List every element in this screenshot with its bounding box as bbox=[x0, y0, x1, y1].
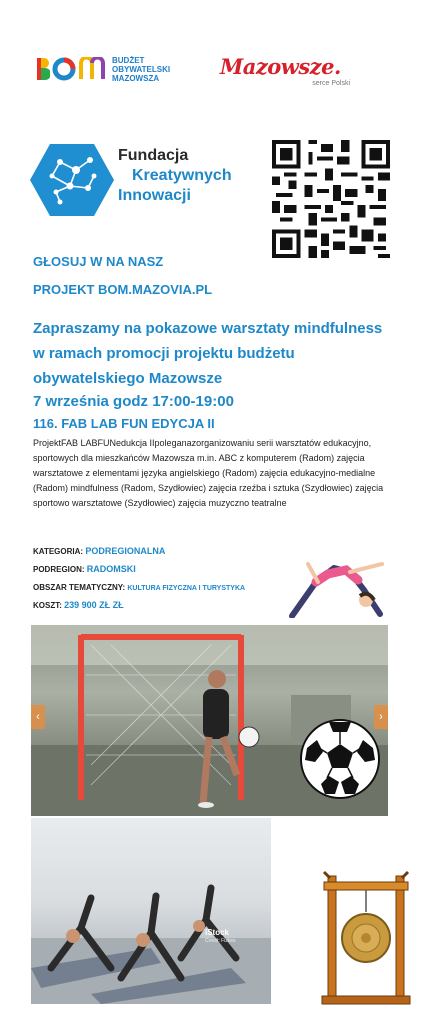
yoga-pose-illustration bbox=[288, 560, 386, 618]
soccer-ball-icon bbox=[299, 718, 381, 800]
cost-label: KOSZT: bbox=[33, 601, 62, 610]
area-row bbox=[33, 583, 245, 592]
project-title: 116. FAB LAB FUN EDYCJA II bbox=[33, 416, 215, 431]
headline bbox=[33, 316, 413, 391]
istock-credit: Credit: Fizkes bbox=[205, 938, 236, 944]
gong-icon bbox=[320, 868, 412, 1008]
project-description: ProjektFAB LABFUNedukcja IIpoleganazorganizowaniu serii warsztatów edukacyjno, sportowych dla mieszkańców Mazowsza m.in. ABC z komputerem (Radom) zajęcia warsztatowe z elementami języka angielskiego (Radom) zajęcia edukacyjno-medialne (Radom) mindfulness (Radom, Szydłowiec) zajęcia rzeźba i sztuka (Szydłowiec) zajęcia sportowo warsztatowe (Szydłowiec) zajęcia muzyczno teatralne bbox=[33, 438, 384, 508]
cost-row bbox=[33, 600, 124, 610]
category-value: PODREGIONALNA bbox=[85, 546, 166, 556]
category-row bbox=[33, 546, 165, 556]
yoga-class-scene bbox=[31, 818, 271, 1004]
subregion-value: RADOMSKI bbox=[86, 564, 136, 574]
foundation-logo bbox=[30, 140, 250, 220]
mazowsze-tagline: serce Polski bbox=[312, 80, 350, 87]
bom-letter-o bbox=[52, 57, 76, 81]
mazowsze-logo bbox=[220, 54, 370, 90]
area-label: OBSZAR TEMATYCZNY: bbox=[33, 583, 126, 592]
vote-line1: GŁOSUJ W NA NASZ bbox=[33, 254, 164, 269]
cost-value: 239 900 ZŁ ZŁ bbox=[64, 600, 124, 610]
category-label: KATEGORIA: bbox=[33, 547, 84, 556]
headline-line3: obywatelskiego Mazowsze bbox=[33, 370, 223, 387]
carousel-prev-button[interactable]: ‹ bbox=[31, 705, 45, 729]
headline-line2: w ramach promocji projektu budżetu bbox=[33, 345, 295, 362]
network-hexagon-icon bbox=[30, 140, 114, 220]
carousel-next-button[interactable]: › bbox=[374, 705, 388, 729]
bom-letter-b bbox=[36, 57, 50, 81]
yoga-class-photo bbox=[31, 818, 271, 1004]
area-value: KULTURA FIZYCZNA I TURYSTYKA bbox=[127, 585, 246, 592]
subregion-label: PODREGION: bbox=[33, 565, 85, 574]
foundation-name-line3: Innowacji bbox=[118, 187, 191, 204]
vote-call bbox=[33, 248, 293, 304]
bom-text: BUDŻET OBYWATELSKI MAZOWSZA bbox=[112, 55, 171, 83]
istock-watermark: iStock bbox=[205, 928, 230, 937]
mazowsze-wordmark: Mazowsze. bbox=[220, 54, 341, 79]
foundation-name bbox=[118, 146, 232, 206]
bom-logo bbox=[36, 54, 186, 84]
bom-letter-m bbox=[78, 57, 106, 81]
qr-code-icon[interactable] bbox=[272, 140, 390, 258]
foundation-name-line2: Kreatywnych bbox=[132, 167, 232, 184]
foundation-name-line1: Fundacja bbox=[118, 147, 189, 164]
subregion-row bbox=[33, 564, 136, 574]
event-date: 7 września godz 17:00-19:00 bbox=[33, 393, 234, 410]
vote-project-link[interactable]: PROJEKT BOM.MAZOVIA.PL bbox=[33, 282, 213, 297]
headline-line1: Zapraszamy na pokazowe warsztaty mindfulness bbox=[33, 320, 383, 337]
